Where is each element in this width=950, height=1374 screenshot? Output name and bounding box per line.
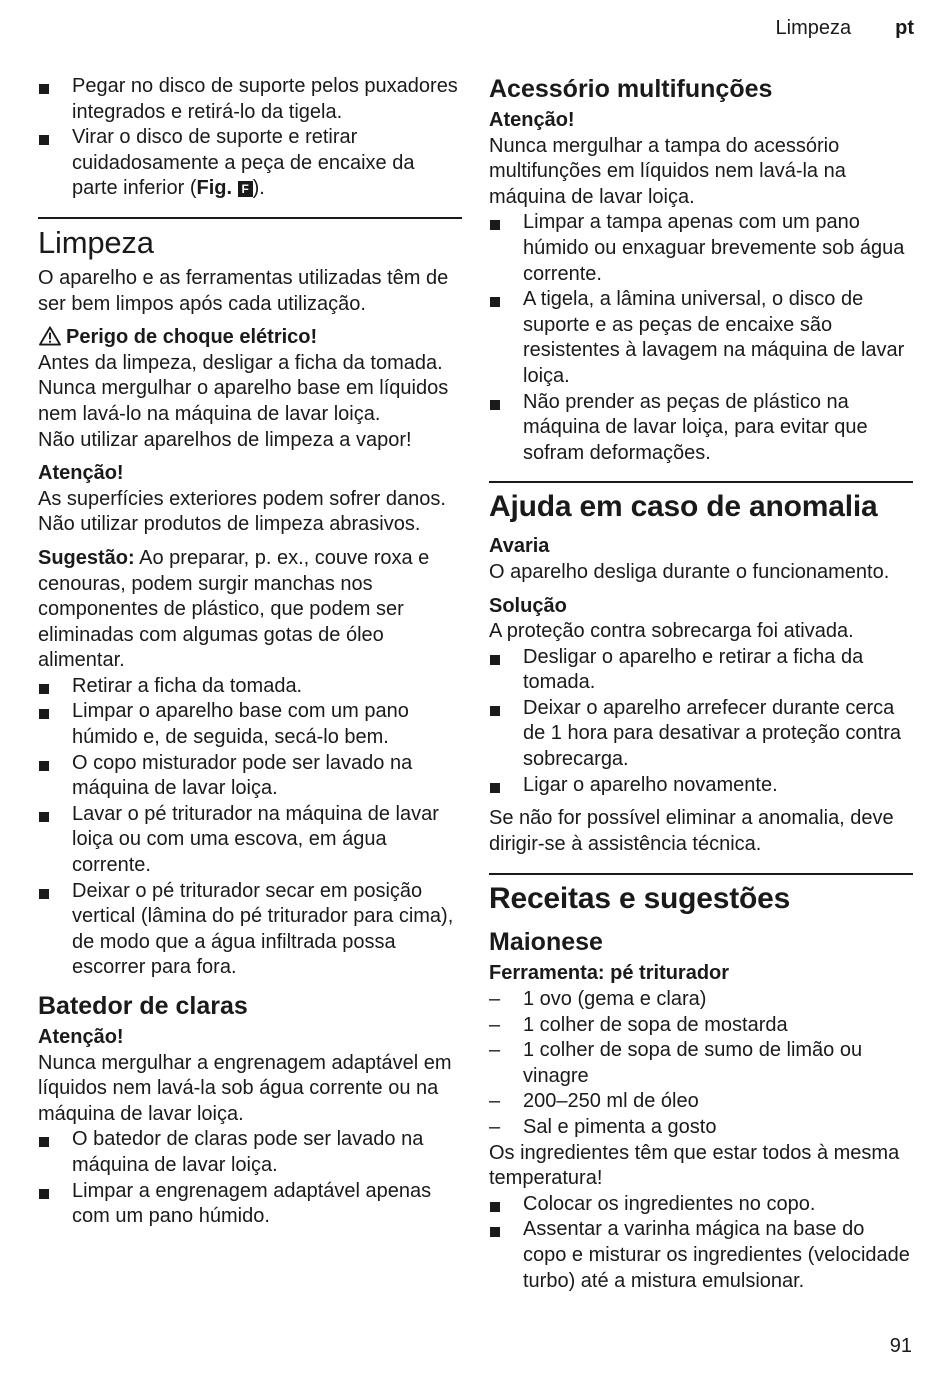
list-item: Limpar a engrenagem adaptável apenas com um pano húmido. (38, 1179, 462, 1230)
right-column (489, 74, 913, 1294)
attention-label: Atenção! (38, 462, 124, 485)
limpeza-bullet-list (38, 674, 462, 981)
page-number: 91 (889, 1335, 912, 1358)
list-item: Limpar o aparelho base com um pano húmido e, de seguida, secá-lo bem. (38, 699, 462, 750)
ingredient-item: – 1 colher de sopa de sumo de limão ou vinagre (489, 1038, 913, 1089)
list-item: Deixar o aparelho arrefecer durante cerca de 1 hora para desativar a proteção contra sobrecarga. (489, 696, 913, 773)
danger-line: Antes da limpeza, desligar a ficha da tomada. (38, 351, 443, 374)
list-item: Assentar a varinha mágica na base do copo e misturar os ingredientes (velocidade turbo) até a mistura emulsionar. (489, 1217, 913, 1294)
list-item: Retirar a ficha da tomada. (38, 674, 462, 700)
list-item: Desligar o aparelho e retirar a ficha da tomada. (489, 645, 913, 696)
list-item: Limpar a tampa apenas com um pano húmido ou enxaguar brevemente sob água corrente. (489, 210, 913, 287)
list-item: Ligar o aparelho novamente. (489, 773, 913, 799)
list-item: O batedor de claras pode ser lavado na máquina de lavar loiça. (38, 1127, 462, 1178)
ajuda-closing: Se não for possível eliminar a anomalia, deve dirigir-se à assistência técnica. (489, 807, 894, 855)
page-header (776, 16, 915, 42)
acessorio-bullet-list (489, 210, 913, 466)
section-title-acessorio: Acessório multifunções (489, 75, 773, 103)
ingredient-item: – 1 ovo (gema e clara) (489, 987, 913, 1013)
figure-letter-badge: F (238, 181, 253, 197)
recipe-steps-list (489, 1192, 913, 1294)
danger-line: Não utilizar aparelhos de limpeza a vapor! (38, 428, 412, 451)
list-item: A tigela, a lâmina universal, o disco de suporte e as peças de encaixe são resistentes à lavagem na máquina de lavar loiça. (489, 287, 913, 389)
tool-label: Ferramenta: pé triturador (489, 962, 730, 985)
intro-bullet-list (38, 74, 462, 202)
ingredient-item: – Sal e pimenta a gosto (489, 1115, 913, 1141)
warning-triangle-icon (38, 326, 62, 346)
danger-heading (38, 325, 462, 351)
attention-label: Atenção! (489, 109, 575, 131)
recipe-note: Os ingredientes têm que estar todos à mesma temperatura! (489, 1141, 900, 1190)
section-title-limpeza: Limpeza (38, 224, 154, 260)
list-item: Pegar no disco de suporte pelos puxadores integrados e retirá-lo da tigela. (38, 74, 462, 125)
section-title-ajuda: Ajuda em caso de anomalia (489, 490, 878, 524)
attention-text: As superfícies exteriores podem sofrer danos. Não utilizar produtos de limpeza abrasivos. (38, 487, 446, 536)
tip-text: Ao preparar, p. ex., couve roxa e cenouras, podem surgir manchas nos componentes de plástico, que podem ser eliminadas com algumas gotas de óleo alimentar. (38, 546, 430, 672)
header-section-title: Limpeza (775, 17, 852, 39)
figure-reference-close: ). (252, 177, 265, 200)
limpeza-intro: O aparelho e as ferramentas utilizadas têm de ser bem limpos após cada utilização. (38, 266, 449, 315)
list-item-text: Virar o disco de suporte e retirar cuidadosamente a peça de encaixe da parte inferior ( (72, 126, 415, 200)
tip-label: Sugestão: (38, 546, 135, 569)
solucao-label: Solução (489, 594, 567, 617)
batedor-bullet-list (38, 1127, 462, 1229)
list-item: O copo misturador pode ser lavado na máquina de lavar loiça. (38, 751, 462, 802)
section-divider (489, 481, 913, 483)
list-item: Colocar os ingredientes no copo. (489, 1192, 913, 1218)
avaria-text: O aparelho desliga durante o funcionamento. (489, 560, 890, 583)
ingredient-item: – 1 colher de sopa de mostarda (489, 1013, 913, 1039)
section-title-receitas: Receitas e sugestões (489, 882, 791, 916)
list-item: Não prender as peças de plástico na máquina de lavar loiça, para evitar que sofram deformações. (489, 390, 913, 467)
ingredient-item: – 200–250 ml de óleo (489, 1089, 913, 1115)
left-column (38, 74, 462, 1230)
section-divider (489, 873, 913, 875)
danger-title: Perigo de choque elétrico! (66, 326, 318, 349)
header-language-code: pt (895, 17, 914, 39)
list-item: Deixar o pé triturador secar em posição vertical (lâmina do pé triturador para cima), de modo que a água infiltrada possa escorrer para fora. (38, 879, 462, 981)
ingredient-list (489, 987, 913, 1141)
danger-line: Nunca mergulhar o aparelho base em líquidos nem lavá-lo na máquina de lavar loiça. (38, 377, 449, 425)
attention-text: Nunca mergulhar a engrenagem adaptável em líquidos nem lavá-la sob água corrente ou na máquina de lavar loiça. (38, 1051, 452, 1125)
recipe-title-maionese: Maionese (489, 928, 603, 957)
tip-paragraph (38, 546, 462, 674)
list-item (38, 125, 462, 202)
section-divider (38, 217, 462, 219)
figure-reference-label: Fig. (196, 177, 233, 200)
attention-text: Nunca mergulhar a tampa do acessório multifunções em líquidos nem lavá-la na máquina de lavar loiça. (489, 134, 846, 208)
solucao-text: A proteção contra sobrecarga foi ativada. (489, 620, 854, 643)
ajuda-bullet-list (489, 645, 913, 799)
section-title-batedor: Batedor de claras (38, 992, 248, 1020)
attention-label: Atenção! (38, 1026, 124, 1048)
avaria-label: Avaria (489, 535, 550, 558)
list-item: Lavar o pé triturador na máquina de lavar loiça ou com uma escova, em água corrente. (38, 802, 462, 879)
